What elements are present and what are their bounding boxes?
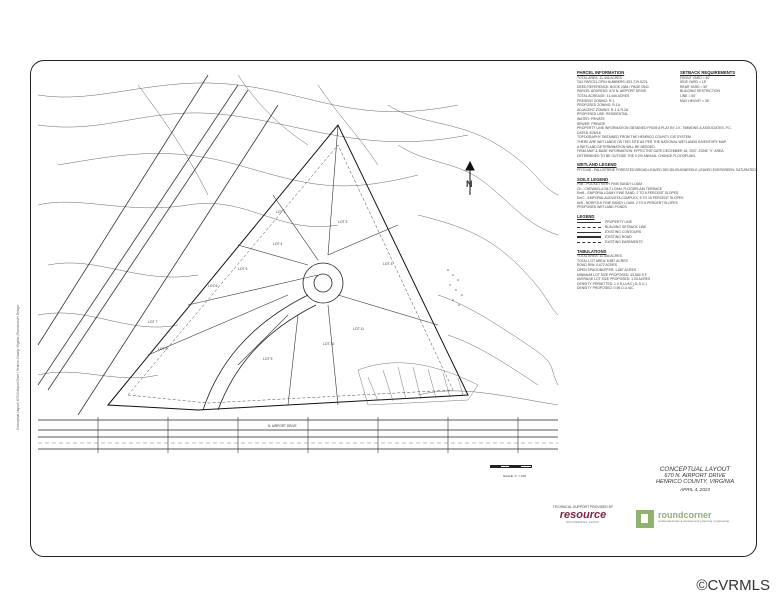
support-label: TECHNICAL SUPPORT PROVIDED BY xyxy=(552,505,614,509)
title-line-1: CONCEPTUAL LAYOUT xyxy=(659,466,731,473)
setback-row: SIDE YARD = 15' xyxy=(680,80,707,85)
legend-label: EXISTING EASEMENTS xyxy=(605,239,643,244)
parcel-info-row: PARCEL ADDRESS: 670 N. AIRPORT DRIVE xyxy=(577,89,647,94)
soils-row: EmC - EMPORIA-AUGUSTA COMPLEX, 6 TO 15 PERCENT SLOPES xyxy=(577,196,684,201)
legend-swatch xyxy=(577,227,601,228)
roundcorner-name: roundcorner xyxy=(658,510,712,520)
parcel-info-row: TAX PARCEL GPIN NUMBERS: 823-719-9221 xyxy=(577,80,648,85)
parcel-info-row: DATED 3/26/18 xyxy=(577,130,601,135)
lot-label: LOT 1 xyxy=(276,210,286,214)
soils-row: EmB - EMPORIA LOAMY FINE SAND, 2 TO 6 PERCENT SLOPES xyxy=(577,191,679,196)
tabulation-row: MINIMUM LOT SIZE PROPOSED: 43,560 S.F. xyxy=(577,272,648,277)
tabulation-row: TOTAL AREA: 11.446 ACRES xyxy=(577,254,622,259)
lot-label: LOT 4 xyxy=(273,242,283,246)
legend-item xyxy=(577,240,747,245)
setback-row: FRONT YARD = 40' xyxy=(680,75,710,80)
parcel-info-row: PROPOSED ZONING: R-1A xyxy=(577,103,620,108)
legend-swatch xyxy=(577,242,601,243)
setback-row: LINE = 50' xyxy=(680,94,696,99)
lot-label: LOT 7 xyxy=(148,320,158,324)
lot-label: LOT 6 xyxy=(208,284,218,288)
parcel-info-heading: PARCEL INFORMATION xyxy=(577,70,625,75)
parcel-info-row: DEED REFERENCE: BOOK 2384 / PAGE 0541 xyxy=(577,84,649,89)
wetland-row: PFO1/4B - PALUSTRINE FORESTED BROAD-LEAVED DECIDUOUS/NEEDLE-LEAVED EVERGREEN, SATURATED xyxy=(577,168,756,173)
tabulation-row: DENSITY PERMITTED: 1.0 D.U./AC (11 D.U.) xyxy=(577,281,647,286)
site-plan xyxy=(38,65,558,485)
legend-swatch xyxy=(577,236,601,238)
parcel-info-row: TOTAL AREA: 11.446 ACRES xyxy=(577,75,622,80)
roundcorner-tagline: residential design & development | planning | engineering xyxy=(658,519,729,523)
parcel-info-row: WATER: PRIVATE xyxy=(577,117,605,122)
tabulation-row: ROAD R/W: 0.672 ACRES xyxy=(577,263,618,268)
tabulation-row: OPEN SPACE/BUFFER: 1.887 ACRES xyxy=(577,267,637,272)
setback-row: REAR YARD = 50' xyxy=(680,84,708,89)
tabulation-row: AVERAGE LOT SIZE PROPOSED: 1.00 ACRES xyxy=(577,277,651,282)
tabulations-heading: TABULATIONS xyxy=(577,248,607,254)
lot-label: LOT 10 xyxy=(323,342,335,346)
legend-label: BUILDING SETBACK LINE xyxy=(605,224,647,229)
parcel-info-row: TOPOGRAPHY OBTAINED FROM THE HENRICO COUNTY GIS SYSTEM xyxy=(577,135,691,140)
watermark: ©CVRMLS xyxy=(696,577,770,594)
setback-row: MAX HEIGHT = 35' xyxy=(680,98,710,103)
resource-logo: resource xyxy=(559,509,607,522)
title-block xyxy=(640,466,750,492)
legend-swatch xyxy=(577,222,601,223)
setback-heading: SETBACK REQUIREMENTS xyxy=(680,70,736,75)
setback-row: BUILDING RESTRICTION xyxy=(680,89,720,94)
parcel-info-row: PROPOSED USE: RESIDENTIAL xyxy=(577,112,629,117)
parcel-info-row: ADJACENT ZONING: R-1 & R-2A xyxy=(577,107,629,112)
soils-heading: SOILS LEGEND xyxy=(577,176,609,182)
technical-support-block xyxy=(552,505,614,524)
legend-label: EXISTING ROAD xyxy=(605,234,632,239)
parcel-info-row: PROPERTY LINE INFORMATION OBTAINED FROM A PLAT BY J.K. TIMMONS & ASSOCIATES, P.C. xyxy=(577,126,732,131)
parcel-info-row: TOTAL ACREAGE: 11.446 ACRES xyxy=(577,94,630,99)
legend-label: PROPERTY LINE xyxy=(605,219,633,224)
legend-label: EXISTING CONTOURS xyxy=(605,229,642,234)
lot-label: LOT 5 xyxy=(238,267,248,271)
road-label: N. AIRPORT DRIVE xyxy=(268,424,297,428)
tabulation-row: TOTAL LOT AREA: 8.887 ACRES xyxy=(577,258,628,263)
parcel-info-row: FEMA MAP & BASE INFORMATION: EFFECTIVE DATE DECEMBER 18, 2007. ZONE "X" AREA xyxy=(577,149,724,154)
sheet-margin-text: Conceptual Layout | 670 N Airport Drive | Henrico County, Virginia | Roundcorner Design xyxy=(16,305,20,430)
parcel-info-row: SEWER: PRIVATE xyxy=(577,121,606,126)
parcel-info-row: A WETLAND DETERMINATION WILL BE NEEDED. xyxy=(577,144,656,149)
lot-label: LOT 2 xyxy=(338,220,348,224)
legend-heading: LEGEND xyxy=(577,213,595,219)
tabulation-row: DENSITY PROPOSED: 0.96 D.U./AC xyxy=(577,286,634,291)
title-date: APRIL 4, 2023 xyxy=(680,487,710,493)
soils-row: PcB - POCKET VERY FINE SANDY LOAM xyxy=(577,182,642,187)
lot-label: LOT 3 xyxy=(383,262,393,266)
soils-row: PROPOSED WETLAND PONDS xyxy=(577,205,627,210)
parcel-info-row: DETERMINED TO BE OUTSIDE THE 0.2% ANNUAL CHANCE FLOODPLAIN. xyxy=(577,153,696,158)
scale-bar xyxy=(490,465,532,469)
soils-row: Ch - CHEWACLA SILT LOAM, FLOODPLAIN TERRACE xyxy=(577,186,663,191)
resource-logo-sub: ENGINEERING GROUP xyxy=(566,521,600,525)
parcel-info-row: THERE ARE WETLANDS ON THIS SITE AS PER THE NATIONAL WETLANDS INVENTORY MAP. xyxy=(577,139,727,144)
wetland-heading: WETLAND LEGEND xyxy=(577,162,617,168)
soils-row: NrB - NORFOLK FINE SANDY LOAM, 2 TO 6 PERCENT SLOPES xyxy=(577,200,678,205)
parcel-info-row: PRESENT ZONING: R-1 xyxy=(577,98,615,103)
notes-panel xyxy=(577,66,756,291)
roundcorner-logo xyxy=(636,508,746,530)
legend-swatch xyxy=(577,232,601,233)
scale-label: SCALE: 1" = 100' xyxy=(503,474,527,478)
title-line-3: HENRICO COUNTY, VIRGINIA xyxy=(655,479,735,486)
title-line-2: 670 N. AIRPORT DRIVE xyxy=(664,473,726,479)
north-arrow-label: N xyxy=(466,179,473,189)
lot-label: LOT 9 xyxy=(263,357,273,361)
roundcorner-mark-icon xyxy=(636,510,654,528)
lot-label: LOT 8 xyxy=(158,347,168,351)
lot-label: LOT 11 xyxy=(353,327,364,331)
